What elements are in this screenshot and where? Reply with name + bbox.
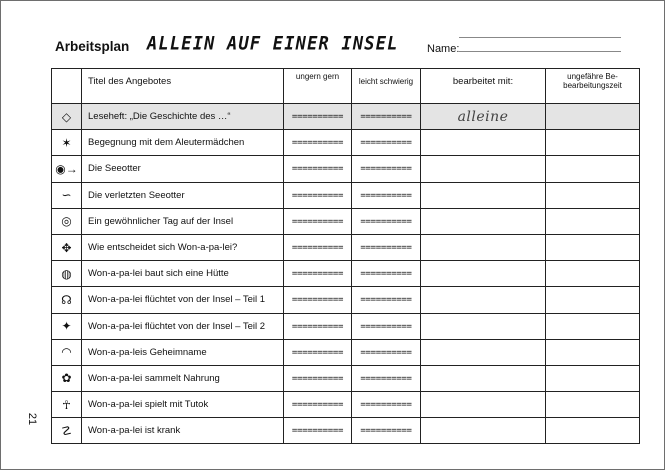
reading-icon-text: ◇ [61, 109, 72, 124]
difficulty-rating-text: ========== [360, 243, 412, 254]
gern-rating-text: ========== [291, 400, 344, 411]
difficulty-rating-text: ========== [360, 164, 412, 175]
activity-title-text: Won-a-pa-lei ist krank [88, 425, 181, 437]
flee-icon-2-text: ✦ [61, 319, 72, 334]
header-leicht: leicht schwierig [352, 69, 421, 104]
header-title: Titel des Angebotes [82, 69, 284, 104]
worked-with[interactable] [421, 392, 546, 418]
secret-name-icon-text: ◠ [61, 345, 72, 360]
activity-title [82, 156, 284, 182]
header-bearbeitet: bearbeitet mit: [421, 69, 546, 104]
encounter-icon [52, 130, 82, 156]
play-icon-text: ☥ [62, 397, 71, 412]
gern-rating-text: ========== [291, 190, 344, 201]
worked-with[interactable] [421, 234, 546, 260]
difficulty-rating [352, 287, 421, 313]
gern-rating-text: ========== [291, 243, 344, 254]
header-icon-column [52, 69, 82, 104]
activity-title [82, 130, 284, 156]
difficulty-rating [352, 418, 421, 444]
time-estimate[interactable] [546, 261, 640, 287]
table-row [52, 418, 640, 444]
difficulty-rating [352, 130, 421, 156]
time-estimate[interactable] [546, 104, 640, 130]
gern-rating-text: ========== [291, 426, 344, 437]
time-estimate[interactable] [546, 156, 640, 182]
page-number: 21 [26, 412, 39, 426]
gern-rating [284, 287, 352, 313]
header-gern: ungern gern [284, 69, 352, 104]
difficulty-rating-text: ========== [360, 112, 412, 123]
difficulty-rating-text: ========== [360, 321, 412, 332]
gern-rating [284, 392, 352, 418]
difficulty-rating-text: ========== [360, 138, 412, 149]
difficulty-rating-text: ========== [360, 373, 412, 384]
gern-rating [284, 339, 352, 365]
activity-title-text: Won-a-pa-lei flüchtet von der Insel – Teil 2 [88, 320, 266, 332]
worked-with[interactable] [421, 339, 546, 365]
difficulty-rating [352, 104, 421, 130]
otter-arrow-icon [52, 156, 82, 182]
spiral-icon-text: ◎ [61, 214, 72, 229]
table-header-row [52, 69, 640, 104]
worked-with[interactable] [421, 130, 546, 156]
time-estimate[interactable] [546, 392, 640, 418]
activity-title [82, 418, 284, 444]
name-label: Name: [427, 43, 460, 55]
gern-rating-text: ========== [291, 347, 344, 358]
injured-otter-icon [52, 182, 82, 208]
difficulty-rating-text: ========== [360, 269, 412, 280]
worked-with[interactable] [421, 182, 546, 208]
injured-otter-icon-text: ∽ [61, 188, 72, 203]
gern-rating [284, 234, 352, 260]
difficulty-rating [352, 392, 421, 418]
difficulty-rating [352, 261, 421, 287]
gern-rating-text: ========== [291, 216, 344, 227]
gern-rating [284, 418, 352, 444]
time-estimate[interactable] [546, 365, 640, 391]
activity-title-text: Die Seeotter [88, 163, 141, 175]
table-row [52, 104, 640, 130]
table-row [52, 365, 640, 391]
gern-rating-text: ========== [291, 373, 344, 384]
time-estimate[interactable] [546, 234, 640, 260]
secret-name-icon [52, 339, 82, 365]
worksheet-table [51, 68, 640, 444]
activity-title [82, 182, 284, 208]
activity-title-text: Wie entscheidet sich Won-a-pa-lei? [88, 242, 238, 254]
activity-title [82, 208, 284, 234]
activity-title [82, 104, 284, 130]
difficulty-rating-text: ========== [360, 295, 412, 306]
figure-icon-text: ✥ [61, 240, 72, 255]
activity-title-text: Won-a-pa-lei sammelt Nahrung [88, 372, 220, 384]
difficulty-rating [352, 182, 421, 208]
time-estimate[interactable] [546, 287, 640, 313]
plan-label: Arbeitsplan [55, 39, 130, 54]
gern-rating-text: ========== [291, 138, 344, 149]
worked-with[interactable] [421, 261, 546, 287]
difficulty-rating-text: ========== [360, 190, 412, 201]
flee-icon-text: ☊ [61, 292, 72, 307]
time-estimate[interactable] [546, 130, 640, 156]
difficulty-rating-text: ========== [360, 426, 412, 437]
spiral-icon [52, 208, 82, 234]
header-zeit: ungefähre Be- bearbeitungszeit [546, 69, 640, 104]
worked-with[interactable] [421, 156, 546, 182]
worked-with[interactable] [421, 287, 546, 313]
figure-icon [52, 234, 82, 260]
activity-title-text: Won-a-pa-lei baut sich eine Hütte [88, 268, 229, 280]
activity-title-text: Won-a-pa-leis Geheimname [88, 346, 207, 358]
gern-rating [284, 156, 352, 182]
table-row [52, 261, 640, 287]
difficulty-rating-text: ========== [360, 347, 412, 358]
activity-title-text: Won-a-pa-lei flüchtet von der Insel – Teil 1 [88, 294, 266, 306]
difficulty-rating [352, 156, 421, 182]
flee-icon-2 [52, 313, 82, 339]
worked-with[interactable] [421, 104, 546, 130]
difficulty-rating-text: ========== [360, 216, 412, 227]
table-row [52, 156, 640, 182]
gern-rating [284, 182, 352, 208]
flee-icon [52, 287, 82, 313]
activity-title [82, 365, 284, 391]
gern-rating-text: ========== [291, 112, 344, 123]
reading-icon [52, 104, 82, 130]
worksheet-header [1, 1, 664, 67]
table-row [52, 339, 640, 365]
difficulty-rating [352, 365, 421, 391]
gern-rating-text: ========== [291, 164, 344, 175]
activity-title-text: Leseheft: „Die Geschichte des …“ [88, 111, 231, 123]
time-estimate[interactable] [546, 313, 640, 339]
hut-icon [52, 261, 82, 287]
table-row [52, 130, 640, 156]
worked-with[interactable] [421, 418, 546, 444]
table-row [52, 182, 640, 208]
activity-title [82, 287, 284, 313]
time-estimate[interactable] [546, 339, 640, 365]
activity-title [82, 339, 284, 365]
difficulty-rating [352, 208, 421, 234]
encounter-icon-text: ✶ [61, 135, 72, 150]
worked-with[interactable] [421, 208, 546, 234]
hut-icon-text: ◍ [61, 266, 72, 281]
play-icon [52, 392, 82, 418]
activity-title-text: Begegnung mit dem Aleutermädchen [88, 137, 245, 149]
worked-with[interactable] [421, 365, 546, 391]
book-title: ALLEIN AUF EINER INSEL [147, 33, 399, 55]
activity-title-text: Die verletzten Seeotter [88, 189, 185, 201]
time-estimate[interactable] [546, 182, 640, 208]
gern-rating [284, 104, 352, 130]
activity-title [82, 392, 284, 418]
worked-with-text: alleine [457, 108, 509, 125]
sick-icon-text: ☡ [61, 423, 72, 438]
activity-title-text: Ein gewöhnlicher Tag auf der Insel [88, 215, 234, 227]
name-line-1 [459, 37, 621, 38]
time-estimate[interactable] [546, 418, 640, 444]
table-row [52, 313, 640, 339]
table-row [52, 392, 640, 418]
gern-rating [284, 261, 352, 287]
sick-icon [52, 418, 82, 444]
activity-title-text: Won-a-pa-lei spielt mit Tutok [88, 399, 209, 411]
gern-rating-text: ========== [291, 321, 344, 332]
time-estimate[interactable] [546, 208, 640, 234]
gern-rating [284, 208, 352, 234]
gern-rating [284, 365, 352, 391]
gern-rating [284, 130, 352, 156]
worked-with[interactable] [421, 313, 546, 339]
difficulty-rating [352, 234, 421, 260]
gern-rating-text: ========== [291, 269, 344, 280]
food-icon [52, 365, 82, 391]
table-row [52, 234, 640, 260]
gern-rating [284, 313, 352, 339]
activity-title [82, 234, 284, 260]
gern-rating-text: ========== [291, 295, 344, 306]
table-row [52, 208, 640, 234]
name-line-2 [459, 51, 621, 52]
otter-arrow-icon-text: ◉→ [55, 161, 78, 176]
difficulty-rating-text: ========== [360, 400, 412, 411]
difficulty-rating [352, 313, 421, 339]
table-row [52, 287, 640, 313]
difficulty-rating [352, 339, 421, 365]
food-icon-text: ✿ [61, 371, 72, 386]
activity-title [82, 313, 284, 339]
activity-title [82, 261, 284, 287]
